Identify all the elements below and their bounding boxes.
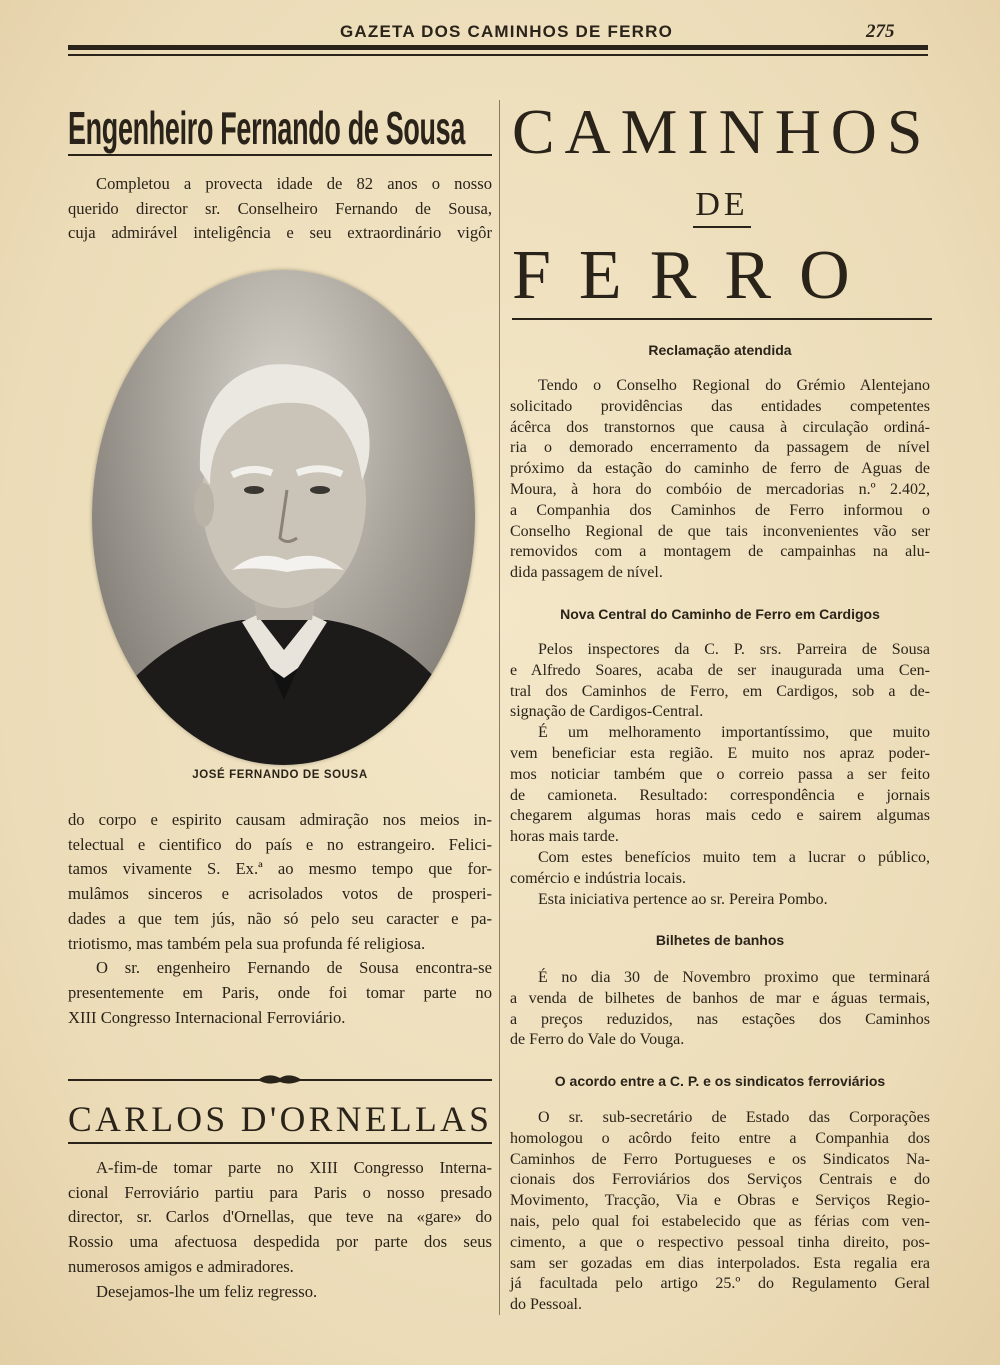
publication-title: GAZETA DOS CAMINHOS DE FERRO <box>340 22 673 41</box>
text-line: cimento, a que o respectivo pessoal tinha direito, pos- <box>510 1233 930 1251</box>
text-line: querido director sr. Conselheiro Fernando de Sousa, <box>68 198 492 218</box>
text-line: presentemente em Paris, onde foi tomar parte no <box>68 982 492 1002</box>
text-line: do corpo e espirito causam admiração nos meios in- <box>68 810 492 829</box>
fernando-body <box>68 808 492 1030</box>
carlos-heading: CARLOS D'ORNELLAS <box>68 1099 493 1139</box>
text-line: horas mais tarde. <box>510 828 619 846</box>
text-line: É no dia 30 de Novembro proximo que terminará <box>538 969 930 986</box>
text-line: dida passagem de nível. <box>510 564 663 582</box>
section-body-cardigos <box>510 640 930 910</box>
text-line: tamos vivamente S. Ex.ª ao mesmo tempo que for- <box>68 859 492 879</box>
text-line: Movimento, Tracção, Via e Obras e Serviços Regio- <box>510 1192 930 1210</box>
text-line: Conselho Regional de que tais inconvenientes vão ser <box>510 522 930 540</box>
text-line: Completou a provecta idade de 82 anos o nosso <box>96 174 492 193</box>
text-line: a preços reduzidos, nas estações dos Caminhos <box>510 1010 930 1028</box>
section-body-acordo <box>510 1108 930 1316</box>
text-line: XIII Congresso Internacional Ferroviário. <box>68 1007 346 1027</box>
text-line: dades a que tem jús, não só pelo seu caracter e pa- <box>68 908 492 928</box>
section-title: O acordo entre a C. P. e os sindicatos ferroviários <box>554 1073 886 1089</box>
text-line: numerosos amigos e admiradores. <box>68 1256 294 1276</box>
text-line: Rossio uma afectuosa despedida por parte dos seus <box>68 1232 492 1252</box>
text-line: Pelos inspectores da C. P. srs. Parreira de Sousa <box>538 641 930 658</box>
text-line: cional Ferroviário partiu para Paris o nosso presado <box>68 1182 492 1202</box>
text-line: a Companhia dos Caminhos de Ferro informou o <box>510 501 930 519</box>
section-title: Nova Central do Caminho de Ferro em Cardigos <box>560 606 880 622</box>
text-line: O sr. sub-secretário de Estado das Corporações <box>538 1109 930 1126</box>
masthead-rule <box>512 318 932 320</box>
text-line: mulâmos sinceros e acrisolados votos de prosperi- <box>68 884 492 904</box>
text-line: Desejamos-lhe um feliz regresso. <box>96 1281 318 1301</box>
text-line: solicitado providências das entidades competentes <box>510 397 930 415</box>
text-line: Com estes benefícios muito tem a lucrar o público, <box>538 848 930 866</box>
section-body-bilhetes <box>510 968 930 1051</box>
text-line: homologou o acôrdo feito entre a Companhia dos <box>510 1129 930 1147</box>
masthead-ferro: FERRO <box>512 237 878 314</box>
text-line: tral dos Caminhos de Ferro, em Cardigos, sob a de- <box>510 682 930 700</box>
text-line: cionais dos Ferroviários dos Serviços Centrais e do <box>510 1171 930 1189</box>
text-line: telectual e cientifico do país e no estrangeiro. Felici- <box>68 834 492 854</box>
text-line: comércio e indústria locais. <box>510 869 686 887</box>
portrait-figure <box>92 270 475 765</box>
section-title: Bilhetes de banhos <box>655 932 785 948</box>
masthead-caminhos: CAMINHOS <box>512 96 933 167</box>
text-line: chegarem algumas horas mais cedo e sairem algumas <box>510 807 930 825</box>
text-line: nais, pelo qual foi estabelecido que as férias com ven- <box>510 1212 930 1230</box>
text-line: mos noticiar também que o correio passa a ser feito <box>510 765 930 783</box>
text-line: sam ser gozadas em dias interpolados. Esta regalia era <box>510 1254 930 1272</box>
portrait-photo <box>92 270 475 765</box>
text-line: já facultada pelo artigo 25.º do Regulamento Geral <box>510 1275 930 1293</box>
portrait-caption: JOSÉ FERNANDO DE SOUSA <box>192 769 368 781</box>
text-line: de camioneta. Resultado: correspondência e jornais <box>510 786 930 804</box>
masthead-de: DE <box>695 186 749 223</box>
fernando-heading: Engenheiro Fernando de Sousa <box>68 102 466 154</box>
text-line: director, sr. Carlos d'Ornellas, que teve na «gare» do <box>68 1207 492 1227</box>
text-line: cuja admirável inteligência e seu extraordinário vigôr <box>68 223 492 243</box>
text-line: de Ferro do Vale do Vouga. <box>510 1031 685 1049</box>
ornament-divider <box>68 1072 492 1086</box>
text-line: Tendo o Conselho Regional do Grémio Alentejano <box>538 377 930 394</box>
section-body-reclamacao <box>510 376 930 584</box>
text-line: e Alfredo Soares, acaba de ser inaugurada uma Cen- <box>510 661 930 679</box>
text-line: A-fim-de tomar parte no XIII Congresso Interna- <box>96 1158 492 1177</box>
text-line: vem beneficiar esta região. E muito nos apraz poder- <box>510 744 930 762</box>
text-line: a venda de bilhetes de banhos de mar e águas termais, <box>510 989 930 1007</box>
text-line: Caminhos de Ferro Portugueses e os Sindicatos Na- <box>510 1150 930 1168</box>
header-rule-thin <box>68 54 928 56</box>
text-line: ácêrca dos transtornos que causa à circulação ordiná- <box>510 418 930 436</box>
section-title: Reclamação atendida <box>648 342 792 358</box>
carlos-body <box>68 1156 492 1304</box>
text-line: removidos com a montagem de campainhas na alu- <box>510 543 930 561</box>
fernando-heading-rule <box>68 154 492 156</box>
text-line: próximo da estação do caminho de ferro de Aguas de <box>510 460 930 478</box>
text-line: O sr. engenheiro Fernando de Sousa encontra-se <box>96 958 492 978</box>
text-line: Esta iniciativa pertence ao sr. Pereira Pombo. <box>538 890 828 908</box>
page-number: 275 <box>866 21 895 42</box>
text-line: signação de Cardigos-Central. <box>510 703 704 721</box>
text-line: ria o demorado encerramento da passagem de nível <box>510 439 930 457</box>
column-divider <box>499 100 500 1315</box>
text-line: triotismo, mas também pela sua profunda fé religiosa. <box>68 933 426 953</box>
text-line: Moura, à hora do combóio de mercadorias n.º 2.402, <box>510 480 930 498</box>
carlos-heading-rule <box>68 1142 492 1144</box>
text-line: do Pessoal. <box>510 1296 582 1314</box>
masthead-de-rule <box>693 226 751 228</box>
fernando-intro <box>68 172 492 246</box>
text-line: É um melhoramento importantíssimo, que muito <box>538 724 930 742</box>
header-rule <box>68 45 928 50</box>
